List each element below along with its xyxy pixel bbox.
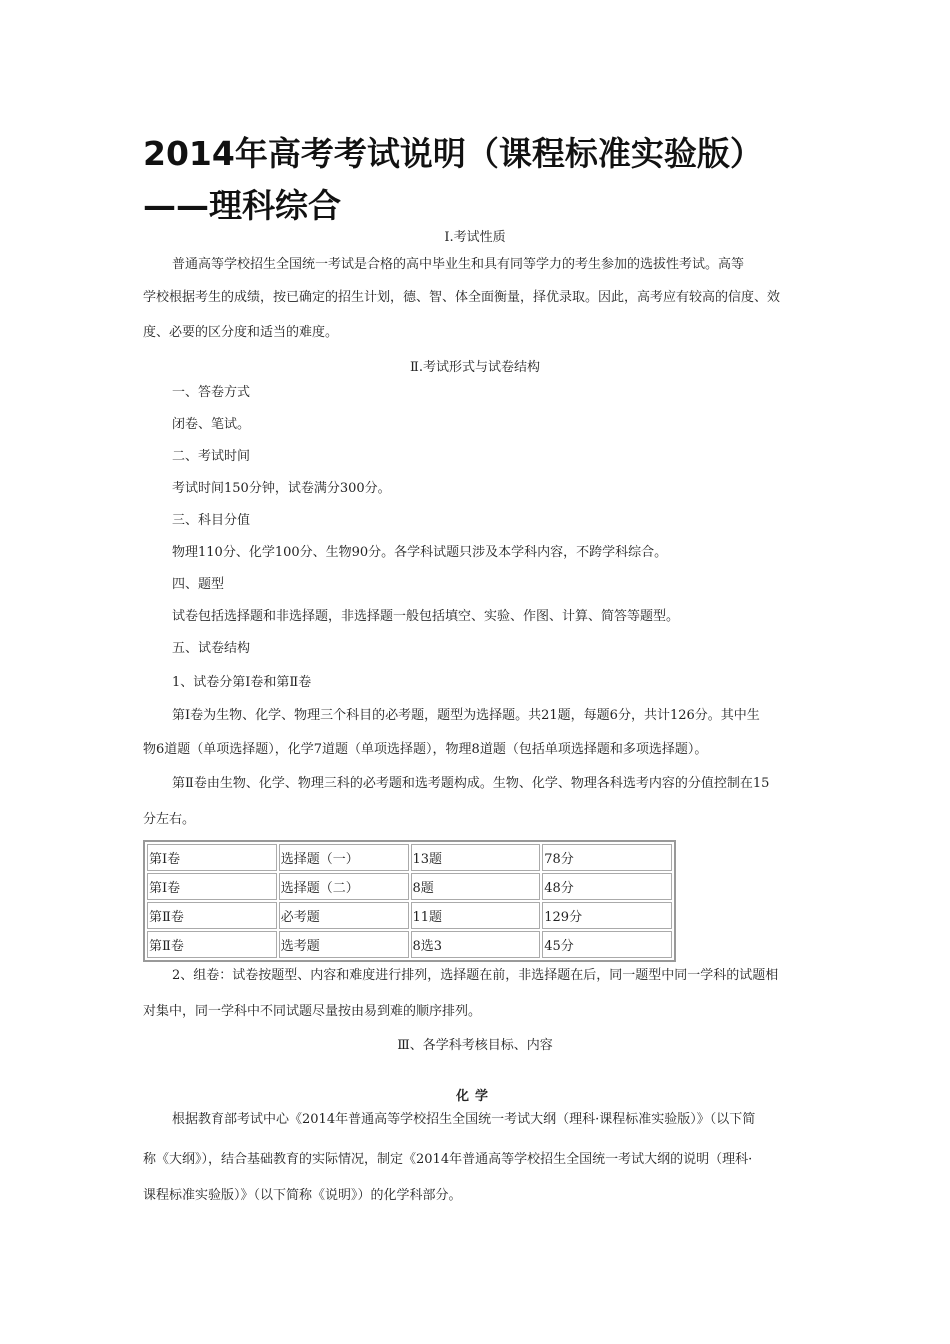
table-row — [147, 931, 672, 958]
table-cell: 45分 — [542, 931, 672, 958]
table-cell: 129分 — [542, 902, 672, 929]
document-title: 2014年高考考试说明（课程标准实验版）——理科综合 — [143, 134, 763, 225]
assembly-para-line: 对集中，同一学科中不同试题尽量按由易到难的顺序排列。 — [143, 1004, 482, 1019]
table-cell: 选择题（二） — [279, 873, 409, 900]
section-1-para-line: 学校根据考生的成绩，按已确定的招生计划，德、智、体全面衡量，择优录取。因此，高考应有较高的信度、效 — [143, 290, 781, 305]
table-cell: 13题 — [411, 844, 541, 871]
table-cell: 选考题 — [279, 931, 409, 958]
answer-method-heading: 一、答卷方式 — [172, 385, 251, 400]
section-1-heading: Ⅰ.考试性质 — [444, 230, 506, 245]
question-type-text: 试卷包括选择题和非选择题，非选择题一般包括填空、实验、作图、计算、简答等题型。 — [172, 609, 680, 624]
section-1-para-line: 普通高等学校招生全国统一考试是合格的高中毕业生和具有同等学力的考生参加的选拔性考试。高等 — [172, 257, 745, 272]
subject-heading-chemistry: 化学 — [455, 1089, 494, 1104]
table-cell: 选择题（一） — [279, 844, 409, 871]
table-cell: 11题 — [411, 902, 541, 929]
paper-2-para-line: 第Ⅱ卷由生物、化学、物理三科的必考题和选考题构成。生物、化学、物理各科选考内容的分值控制在15 — [172, 776, 770, 791]
table-cell: 8选3 — [411, 931, 541, 958]
table-cell: 第Ⅰ卷 — [147, 873, 277, 900]
exam-time-heading: 二、考试时间 — [172, 449, 251, 464]
table-cell: 48分 — [542, 873, 672, 900]
section-1-para-line: 度、必要的区分度和适当的难度。 — [143, 325, 339, 340]
paper-1-para-line: 第Ⅰ卷为生物、化学、物理三个科目的必考题，题型为选择题。共21题，每题6分，共计126分。其中生 — [172, 708, 760, 723]
chemistry-para-line: 称《大纲》），结合基础教育的实际情况，制定《2014年普通高等学校招生全国统一考试大纲的说明（理科· — [143, 1152, 753, 1167]
table-cell: 第Ⅰ卷 — [147, 844, 277, 871]
paper-2-para-line: 分左右。 — [143, 812, 196, 827]
section-2-heading: Ⅱ.考试形式与试卷结构 — [410, 360, 540, 375]
section-3-heading: Ⅲ、各学科考核目标、内容 — [397, 1038, 553, 1053]
paper-structure-item-1: 1、试卷分第Ⅰ卷和第Ⅱ卷 — [172, 675, 312, 690]
chemistry-para-line: 课程标准实验版）》（以下简称《说明》）的化学科部分。 — [143, 1188, 462, 1203]
question-type-heading: 四、题型 — [172, 577, 225, 592]
answer-method-text: 闭卷、笔试。 — [172, 417, 251, 432]
table-cell: 第Ⅱ卷 — [147, 902, 277, 929]
table-row — [147, 844, 672, 871]
table-cell: 第Ⅱ卷 — [147, 931, 277, 958]
exam-time-text: 考试时间150分钟，试卷满分300分。 — [172, 481, 391, 496]
table-row — [147, 873, 672, 900]
paper-structure-heading: 五、试卷结构 — [172, 641, 251, 656]
paper-structure-table — [143, 840, 676, 962]
assembly-para-line: 2、组卷：试卷按题型、内容和难度进行排列，选择题在前，非选择题在后，同一题型中同一学科的试题相 — [172, 968, 779, 983]
table-cell: 必考题 — [279, 902, 409, 929]
chemistry-para-line: 根据教育部考试中心《2014年普通高等学校招生全国统一考试大纲（理科·课程标准实验版）》（以下简 — [172, 1112, 756, 1127]
paper-1-para-line: 物6道题（单项选择题），化学7道题（单项选择题），物理8道题（包括单项选择题和多项选择题）。 — [143, 742, 708, 757]
subject-score-heading: 三、科目分值 — [172, 513, 251, 528]
table-row — [147, 902, 672, 929]
subject-score-text: 物理110分、化学100分、生物90分。各学科试题只涉及本学科内容，不跨学科综合。 — [172, 545, 668, 560]
table-cell: 8题 — [411, 873, 541, 900]
table-cell: 78分 — [542, 844, 672, 871]
